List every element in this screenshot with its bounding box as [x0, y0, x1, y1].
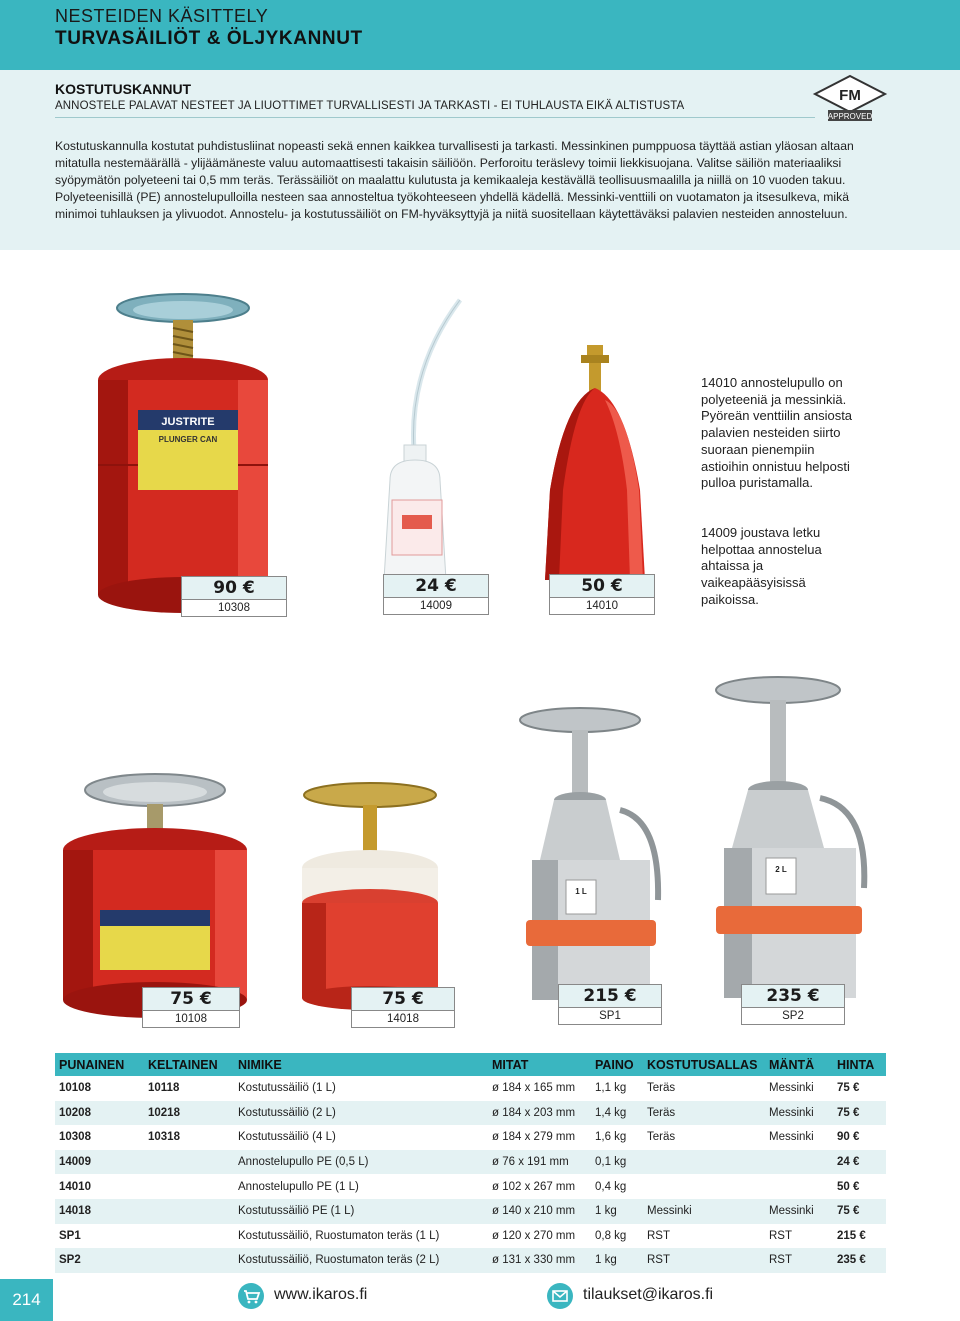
cell: 75 €: [833, 1101, 886, 1126]
product-code: 10108: [175, 1013, 207, 1025]
col-header: PAINO: [591, 1053, 643, 1076]
cell: SP2: [55, 1248, 144, 1273]
cell: 0,1 kg: [591, 1150, 643, 1175]
cell: ø 184 x 203 mm: [488, 1101, 591, 1126]
cell: ø 131 x 330 mm: [488, 1248, 591, 1273]
price: 215 €: [559, 985, 661, 1008]
intro-heading: KOSTUTUSKANNUT: [55, 81, 192, 97]
intro-panel: [0, 70, 960, 250]
cell: [643, 1174, 765, 1199]
price: 50 €: [550, 575, 654, 598]
cell: RST: [769, 1229, 792, 1242]
product-code: SP1: [599, 1010, 621, 1022]
badge-approved-text: APPROVED: [827, 112, 873, 121]
intro-paragraph-1: Kostutuskannulla kostutat puhdistusliinat nopeasti sekä ennen kaikkea turvallisesti ja tarkasti. Messinkinen pumppuosa täyttää astian yläosan altaan mitatulla nestemäärällä - ylijäämäneste valuu automaattisesti takaisin säiliöön. Perforoitu teräslevy toimii liekkisuojana. Valitse säiliön materiaaliksi syöpymätön polyeteeni tai 0,5 mm teräs. Terässäiliöt on maalattu kulutusta ja kemikaaleja kestävällä teollisuusmaalilla ja niillä on 10 vuoden takuu.: [55, 139, 854, 187]
product-image-14018: [290, 780, 450, 1010]
cell: [144, 1224, 234, 1249]
cell: 10318: [148, 1131, 180, 1144]
website-link[interactable]: www.ikaros.fi: [274, 1286, 368, 1303]
cell: 14010: [59, 1180, 91, 1193]
cell: 10218: [144, 1101, 234, 1126]
can-brand-label: JUSTRITE: [161, 416, 215, 428]
table-row: [55, 1125, 886, 1150]
cell: Messinki: [765, 1101, 833, 1126]
note-14009: 14009 joustava letku helpottaa annostelua ahtaissa ja vaikeapääsyisissä paikoissa.: [701, 525, 822, 607]
cell: 10308: [59, 1131, 91, 1144]
cell: 1 kg: [591, 1248, 643, 1273]
col-header: KELTAINEN: [144, 1053, 234, 1076]
page-number: 214: [0, 1279, 53, 1321]
cell: 14018: [55, 1199, 144, 1224]
col-header: MITAT: [488, 1053, 591, 1076]
cell: ø 102 x 267 mm: [492, 1180, 576, 1193]
cell: RST: [647, 1229, 670, 1242]
price-box-SP1: [558, 984, 662, 1025]
steel-size-label-1: 1 L: [575, 887, 587, 896]
section-title: NESTEIDEN KÄSITTELY: [55, 6, 269, 26]
cell: ø 140 x 210 mm: [488, 1199, 591, 1224]
intro-paragraph-2: Polyeteenisillä (PE) annostelupulloilla nesteen saa annosteltua työkohteeseen yhdellä kädellä. Messinki-venttiili on vuotamaton ja itsesulkeva, mikä minimoi tuhlauksen ja ylivuodot. Annostelu- ja kostutussäiliöt on FM-hyväksyttyjä ja niitä suositellaan käytettäväksi palavien nesteiden annosteluun.: [55, 190, 849, 221]
cell: [144, 1174, 234, 1199]
table-row: [55, 1248, 886, 1273]
cell: SP1: [59, 1229, 81, 1242]
product-image-14010: [535, 340, 655, 600]
cell: Messinki: [643, 1199, 765, 1224]
table-row: [55, 1199, 886, 1224]
product-code: 14018: [387, 1013, 419, 1025]
product-code: SP2: [782, 1010, 804, 1022]
cell: ø 76 x 191 mm: [488, 1150, 591, 1175]
cell: RST: [765, 1248, 833, 1273]
price: 75 €: [352, 988, 454, 1011]
cell: ø 184 x 165 mm: [492, 1082, 576, 1095]
cell: 1 kg: [591, 1199, 643, 1224]
cell: [144, 1248, 234, 1273]
table-row: [55, 1076, 886, 1101]
price: 235 €: [742, 985, 844, 1008]
price-box-14018: [351, 987, 455, 1028]
cell: Messinki: [769, 1082, 814, 1095]
cell: Kostutussäiliö, Ruostumaton teräs (1 L): [238, 1229, 440, 1242]
intro-body: [55, 138, 890, 223]
price: 24 €: [384, 575, 488, 598]
cell: ø 120 x 270 mm: [492, 1229, 576, 1242]
price: 90 €: [182, 577, 286, 600]
page-title: TURVASÄILIÖT & ÖLJYKANNUT: [55, 28, 363, 49]
cell: Messinki: [765, 1199, 833, 1224]
product-code: 10308: [218, 602, 250, 614]
cell: RST: [643, 1248, 765, 1273]
table-row: [55, 1101, 886, 1126]
intro-divider: [55, 117, 815, 118]
fm-approved-badge: [810, 74, 890, 122]
col-header: PUNAINEN: [55, 1053, 144, 1076]
cell: Kostutussäiliö PE (1 L): [234, 1199, 488, 1224]
cell: [643, 1150, 765, 1175]
cell: 90 €: [837, 1131, 860, 1144]
cell: Teräs: [647, 1131, 676, 1144]
cell: 10118: [148, 1082, 180, 1095]
cell: ø 184 x 279 mm: [492, 1131, 576, 1144]
header-band: [0, 0, 960, 70]
price-box-14010: [549, 574, 655, 615]
table-row: [55, 1150, 886, 1175]
cell: Kostutussäiliö (2 L): [234, 1101, 488, 1126]
price-box-SP2: [741, 984, 845, 1025]
cell: 235 €: [833, 1248, 886, 1273]
cell: Kostutussäiliö (1 L): [238, 1082, 336, 1095]
cell: 10208: [55, 1101, 144, 1126]
price: 75 €: [143, 988, 239, 1011]
cell: 14009: [55, 1150, 144, 1175]
cell: 75 €: [833, 1199, 886, 1224]
cell: [144, 1199, 234, 1224]
cell: 10108: [59, 1082, 91, 1095]
cell: [765, 1150, 833, 1175]
price-box-10108: [142, 987, 240, 1028]
intro-subheading: ANNOSTELE PALAVAT NESTEET JA LIUOTTIMET TURVALLISESTI JA TARKASTI - EI TUHLAUSTA EIKÄ ALTISTUSTA: [55, 100, 685, 112]
cell: 75 €: [837, 1082, 860, 1095]
cell: 0,8 kg: [595, 1229, 627, 1242]
steel-size-label-2: 2 L: [775, 865, 787, 874]
cell: 1,1 kg: [595, 1082, 627, 1095]
col-header: NIMIKE: [234, 1053, 488, 1076]
cell: 24 €: [833, 1150, 886, 1175]
cell: 215 €: [837, 1229, 866, 1242]
price-box-10308: [181, 576, 287, 617]
product-image-10308: [88, 290, 278, 615]
cell: 1,4 kg: [591, 1101, 643, 1126]
shopping-cart-icon: [238, 1283, 264, 1309]
cell: Annostelupullo PE (1 L): [238, 1180, 359, 1193]
cell: Messinki: [769, 1131, 814, 1144]
product-image-14009: [370, 290, 465, 590]
col-header: KOSTUTUSALLAS: [643, 1053, 765, 1076]
email-link[interactable]: tilaukset@ikaros.fi: [583, 1286, 714, 1303]
cell: Annostelupullo PE (0,5 L): [234, 1150, 488, 1175]
cell: Kostutussäiliö (4 L): [238, 1131, 336, 1144]
mail-icon: [547, 1283, 573, 1309]
table-row: [55, 1174, 886, 1199]
col-header: HINTA: [833, 1053, 886, 1076]
can-type-label: PLUNGER CAN: [158, 435, 218, 444]
cell: Teräs: [643, 1101, 765, 1126]
product-image-SP2: [700, 668, 870, 1018]
product-code: 14010: [586, 600, 618, 612]
spec-table: [55, 1053, 886, 1273]
badge-fm-text: FM: [839, 87, 861, 104]
cell: 0,4 kg: [595, 1180, 627, 1193]
table-row: [55, 1224, 886, 1249]
cell: Teräs: [647, 1082, 676, 1095]
cell: 1,6 kg: [595, 1131, 627, 1144]
table-header-row: [55, 1053, 886, 1076]
note-14010: 14010 annostelupullo on polyeteeniä ja messinkiä. Pyöreän venttiilin ansiosta palavien nesteiden siirto suoraan pienempiin astioihin onnistuu helposti pulloa puristamalla.: [701, 375, 853, 491]
cell: 50 €: [837, 1180, 860, 1193]
price-box-14009: [383, 574, 489, 615]
cell: Kostutussäiliö, Ruostumaton teräs (2 L): [234, 1248, 488, 1273]
product-image-SP1: [510, 700, 670, 1020]
cell: [765, 1174, 833, 1199]
cell: [144, 1150, 234, 1175]
col-header: MÄNTÄ: [765, 1053, 833, 1076]
product-code: 14009: [420, 600, 452, 612]
